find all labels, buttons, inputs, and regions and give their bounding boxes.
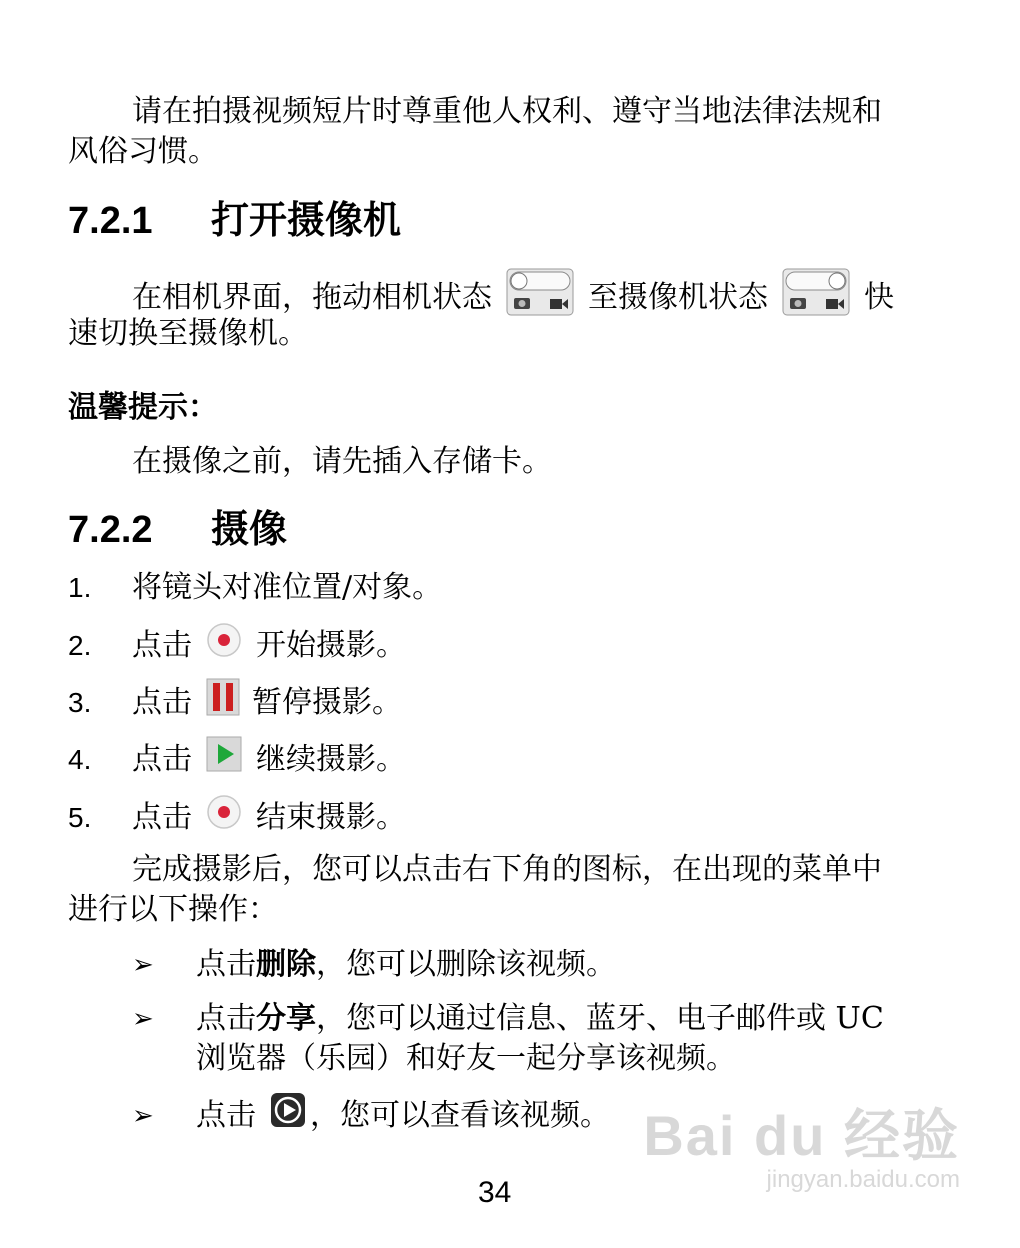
step-prefix: 点击 [132,741,192,777]
step-number: 3. [68,686,92,718]
bullet-arrow-icon: ➢ [132,1100,154,1131]
step-3 [68,678,402,727]
section-number: 7.2.2 [68,509,153,551]
baidu-watermark [643,1092,960,1194]
bullet-text-continued: 浏览器（乐园）和好友一起分享该视频。 [196,1041,736,1076]
record-start-icon [206,622,242,669]
play-resume-icon [206,736,242,783]
tip-text: 在摄像之前，请先插入存储卡。 [132,444,552,479]
after-recording-line-1: 完成摄影后，您可以点击右下角的图标，在出现的菜单中 [132,852,882,887]
bullet-text: ，您可以删除该视频。 [316,947,616,982]
step-number: 1. [68,572,92,603]
step-text: 将镜头对准位置/对象。 [132,570,443,605]
section-title: 摄像 [211,507,288,551]
watermark-brand: Bai du 经验 [643,1104,960,1167]
bullet-view [132,1092,610,1139]
section-heading-open-camcorder [68,196,401,245]
switch-text-part3: 快 [864,279,894,315]
after-recording-line-2: 进行以下操作： [68,892,278,927]
step-text: 暂停摄影。 [252,684,402,720]
page-number: 34 [478,1176,512,1209]
switch-instruction-line-2: 速切换至摄像机。 [68,316,308,351]
camcorder-mode-switch-icon [782,268,850,327]
bullet-prefix: 点击 [196,947,256,982]
intro-line-2: 风俗习惯。 [68,134,218,169]
step-number: 5. [68,801,92,833]
tip-label: 温馨提示： [68,390,218,425]
switch-text-part2: 至摄像机状态 [588,279,768,315]
step-prefix: 点击 [132,799,192,835]
bullet-share [132,999,884,1079]
bullet-text: ，您可以通过信息、蓝牙、电子邮件或 UC [316,1001,884,1036]
bullet-text: ，您可以查看该视频。 [310,1097,610,1133]
section-heading-recording [68,505,287,554]
record-stop-icon [206,794,242,841]
intro-line-1: 请在拍摄视频短片时尊重他人权利、遵守当地法律法规和 [132,94,882,129]
bullet-arrow-icon: ➢ [132,1004,154,1034]
step-number: 4. [68,743,92,775]
step-4 [68,736,406,783]
pause-icon [206,678,240,727]
switch-text-part1: 在相机界面，拖动相机状态 [132,279,492,315]
step-1 [68,568,442,608]
step-text: 开始摄影。 [256,627,406,663]
bullet-bold-term: 分享 [256,1001,316,1036]
section-title: 打开摄像机 [211,198,402,242]
bullet-bold-term: 删除 [256,947,316,982]
step-2 [68,622,406,669]
bullet-arrow-icon: ➢ [132,950,154,980]
step-prefix: 点击 [132,684,192,720]
step-number: 2. [68,629,92,661]
step-prefix: 点击 [132,627,192,663]
bullet-prefix: 点击 [196,1097,256,1133]
section-number: 7.2.1 [68,200,153,242]
watermark-url: jingyan.baidu.com [766,1166,960,1193]
step-text: 结束摄影。 [256,799,406,835]
bullet-prefix: 点击 [196,1001,256,1036]
camera-mode-switch-icon [506,268,574,327]
video-play-icon [270,1092,306,1139]
step-5 [68,794,406,841]
step-text: 继续摄影。 [256,741,406,777]
bullet-delete [132,945,616,985]
